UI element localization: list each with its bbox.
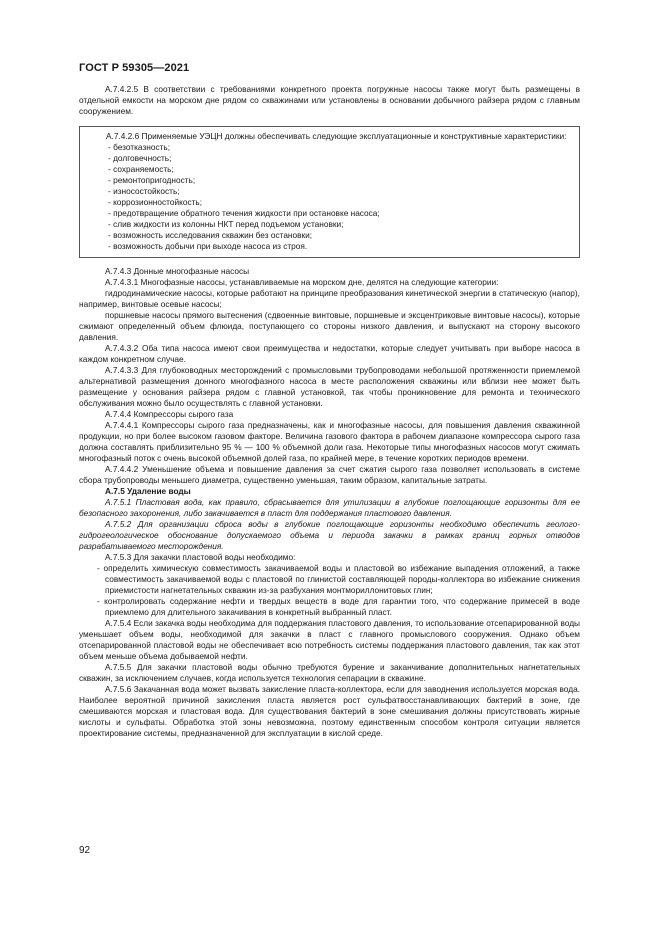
list-item: - ремонтопригодность; [108,175,573,186]
paragraph-a7433: А.7.4.3.3 Для глубоководных месторождений с промысловыми трубопроводами небольшой протяженности приемлемой альтернативой размещения донного многофазного насоса в месте расположения скважины или вблизи нее может быть размещение у основания райзера рядом с главной установкой, так чтобы проникновение для ремонта и технического обслуживания можно было осуществлять с главной установки. [79,365,580,408]
paragraph-a7441: А.7.4.4.1 Компрессоры сырого газа предназначены, как и многофазные насосы, для повышения давления скважинной продукции, но при более высоком газовом факторе. Величина газового фактора в рабочем диапазоне компрессора сырого газа должна составлять приблизительно 95 % — 100 % объемной доли газа. Некоторые типы многофазных насосов могут сжимать многофазный поток с очень высокой объемной долей газа, по крайней мере, в течение коротких периодов времени. [79,420,580,463]
list-item: - износостойкость; [108,186,573,197]
body-text [79,84,580,739]
characteristics-list [86,142,573,252]
list-item: - слив жидкости из колонны НКТ перед подъемом установки; [108,219,573,230]
paragraph-a7425: А.7.4.2.5 В соответствии с требованиями конкретного проекта погружные насосы также могут быть размещены в отдельной емкости на морском дне рядом со скважинами или установлены в основании добычного райзера рядом с главным сооружением. [79,84,580,116]
list-item: - определить химическую совместимость закачиваемой воды и пластовой во избежание выпадения отложений, а также совместимость закачиваемой воды с пластовой по глинистой составляющей породы-коллектора во избежание снижения приемистости нагнетательных скважин из-за разбухания монтмориллонитовых глин; [79,563,580,596]
paragraph-a753: А.7.5.3 Для закачки пластовой воды необходимо: [105,552,296,562]
list-item: - коррозионностойкость; [108,197,573,208]
paragraph-a7432: А.7.4.3.2 Оба типа насоса имеют свои преимущества и недостатки, которые следует учитывать при выборе насоса в каждом конкретном случае. [79,343,580,364]
list-item: - сохраняемость; [108,164,573,175]
list-item: - долговечность; [108,153,573,164]
paragraph-a7431: А.7.4.3.1 Многофазные насосы, устанавливаемые на морском дне, делятся на следующие категории: [105,277,499,287]
list-item: - предотвращение обратного течения жидкости при остановке насоса; [108,208,573,219]
running-header: ГОСТ Р 59305—2021 [79,62,190,74]
paragraph-a7442: А.7.4.4.2 Уменьшение объема и повышение давления за счет сжатия сырого газа позволяет использовать в системе сбора трубопроводы меньшего диаметра, существенно уменьшая, таким образом, капитальные затраты. [79,464,580,485]
list-item: - возможность исследования скважин без остановки; [108,230,573,241]
paragraph-a751: А.7.5.1 Пластовая вода, как правило, сбрасывается для утилизации в глубокие поглощающие горизонты для ее безопасного захоронения, либо закачивается в пласт для поддержания пластового давления. [79,497,580,518]
paragraph-hydrodynamic: гидродинамические насосы, которые работают на принципе преобразования кинетической энергии в статическую (напор), например, винтовые осевые насосы; [79,288,580,309]
section-heading-a75: А.7.5 Удаление воды [105,486,191,496]
list-item: - возможность добычи при выходе насоса из строя. [108,241,573,252]
paragraph-a752: А.7.5.2 Для организации сброса воды в глубокие поглощающие горизонты необходимо обеспечить геолого-гидрогеологическое обоснование допускаемого объема и периода закачки в рамках границ горных отводов разрабатываемого месторождения. [79,519,580,551]
list-item: - безотказность; [108,142,573,153]
list-item: - контролировать содержание нефти и твердых веществ в воде для гарантии того, что содержание примесей в воде приемлемо для длительного закачивания в конкретный выбранный пласт. [79,596,580,618]
framed-block-a7426 [79,126,580,258]
paragraph-a754: А.7.5.4 Если закачка воды необходима для поддержания пластового давления, то использование отсепарированной воды уменьшает объем воды, необходимой для закачки в пласт с главного промыслового сооружения. Однако объем отсепарированной пластовой воды не обеспечивает всю потребность системы поддержания пластового давления, так как этот объем меньше объема добываемой нефти. [79,618,580,661]
paragraph-a7426: А.7.4.2.6 Применяемые УЭЦН должны обеспечивать следующие эксплуатационные и конструктивные характеристики: [106,131,567,141]
paragraph-a756: А.7.5.6 Закачанная вода может вызвать закисление пласта-коллектора, если для заводнения используется морская вода. Наиболее вероятной причиной закисления пласта является рост сульфатвосстанавливающих бактерий в зоне, где смешиваются морская и пластовая вода. Для существования бактерий в зоне смешивания должны присутствовать жирные кислоты и сульфаты. Обработка этой зоны невозможна, поэтому единственным способом контроля ситуации является проектирование системы, предназначенной для эксплуатации в кислой среде. [79,684,580,738]
subheading-a743: А.7.4.3 Донные многофазные насосы [105,266,250,276]
subheading-a744: А.7.4.4 Компрессоры сырого газа [105,409,234,419]
paragraph-a755: А.7.5.5 Для закачки пластовой воды обычно требуются бурение и заканчивание дополнительных нагнетательных скважин, за исключением случаев, когда используется технология сепарации в скважине. [79,662,580,683]
paragraph-piston: поршневые насосы прямого вытеснения (сдвоенные винтовые, поршневые и эксцентриковые винтовые насосы), которые сжимают определенный объем флюида, поступающего со стороны низкого давления, и выпускают на сторону высокого давления. [79,310,580,342]
page-number: 92 [79,845,91,856]
